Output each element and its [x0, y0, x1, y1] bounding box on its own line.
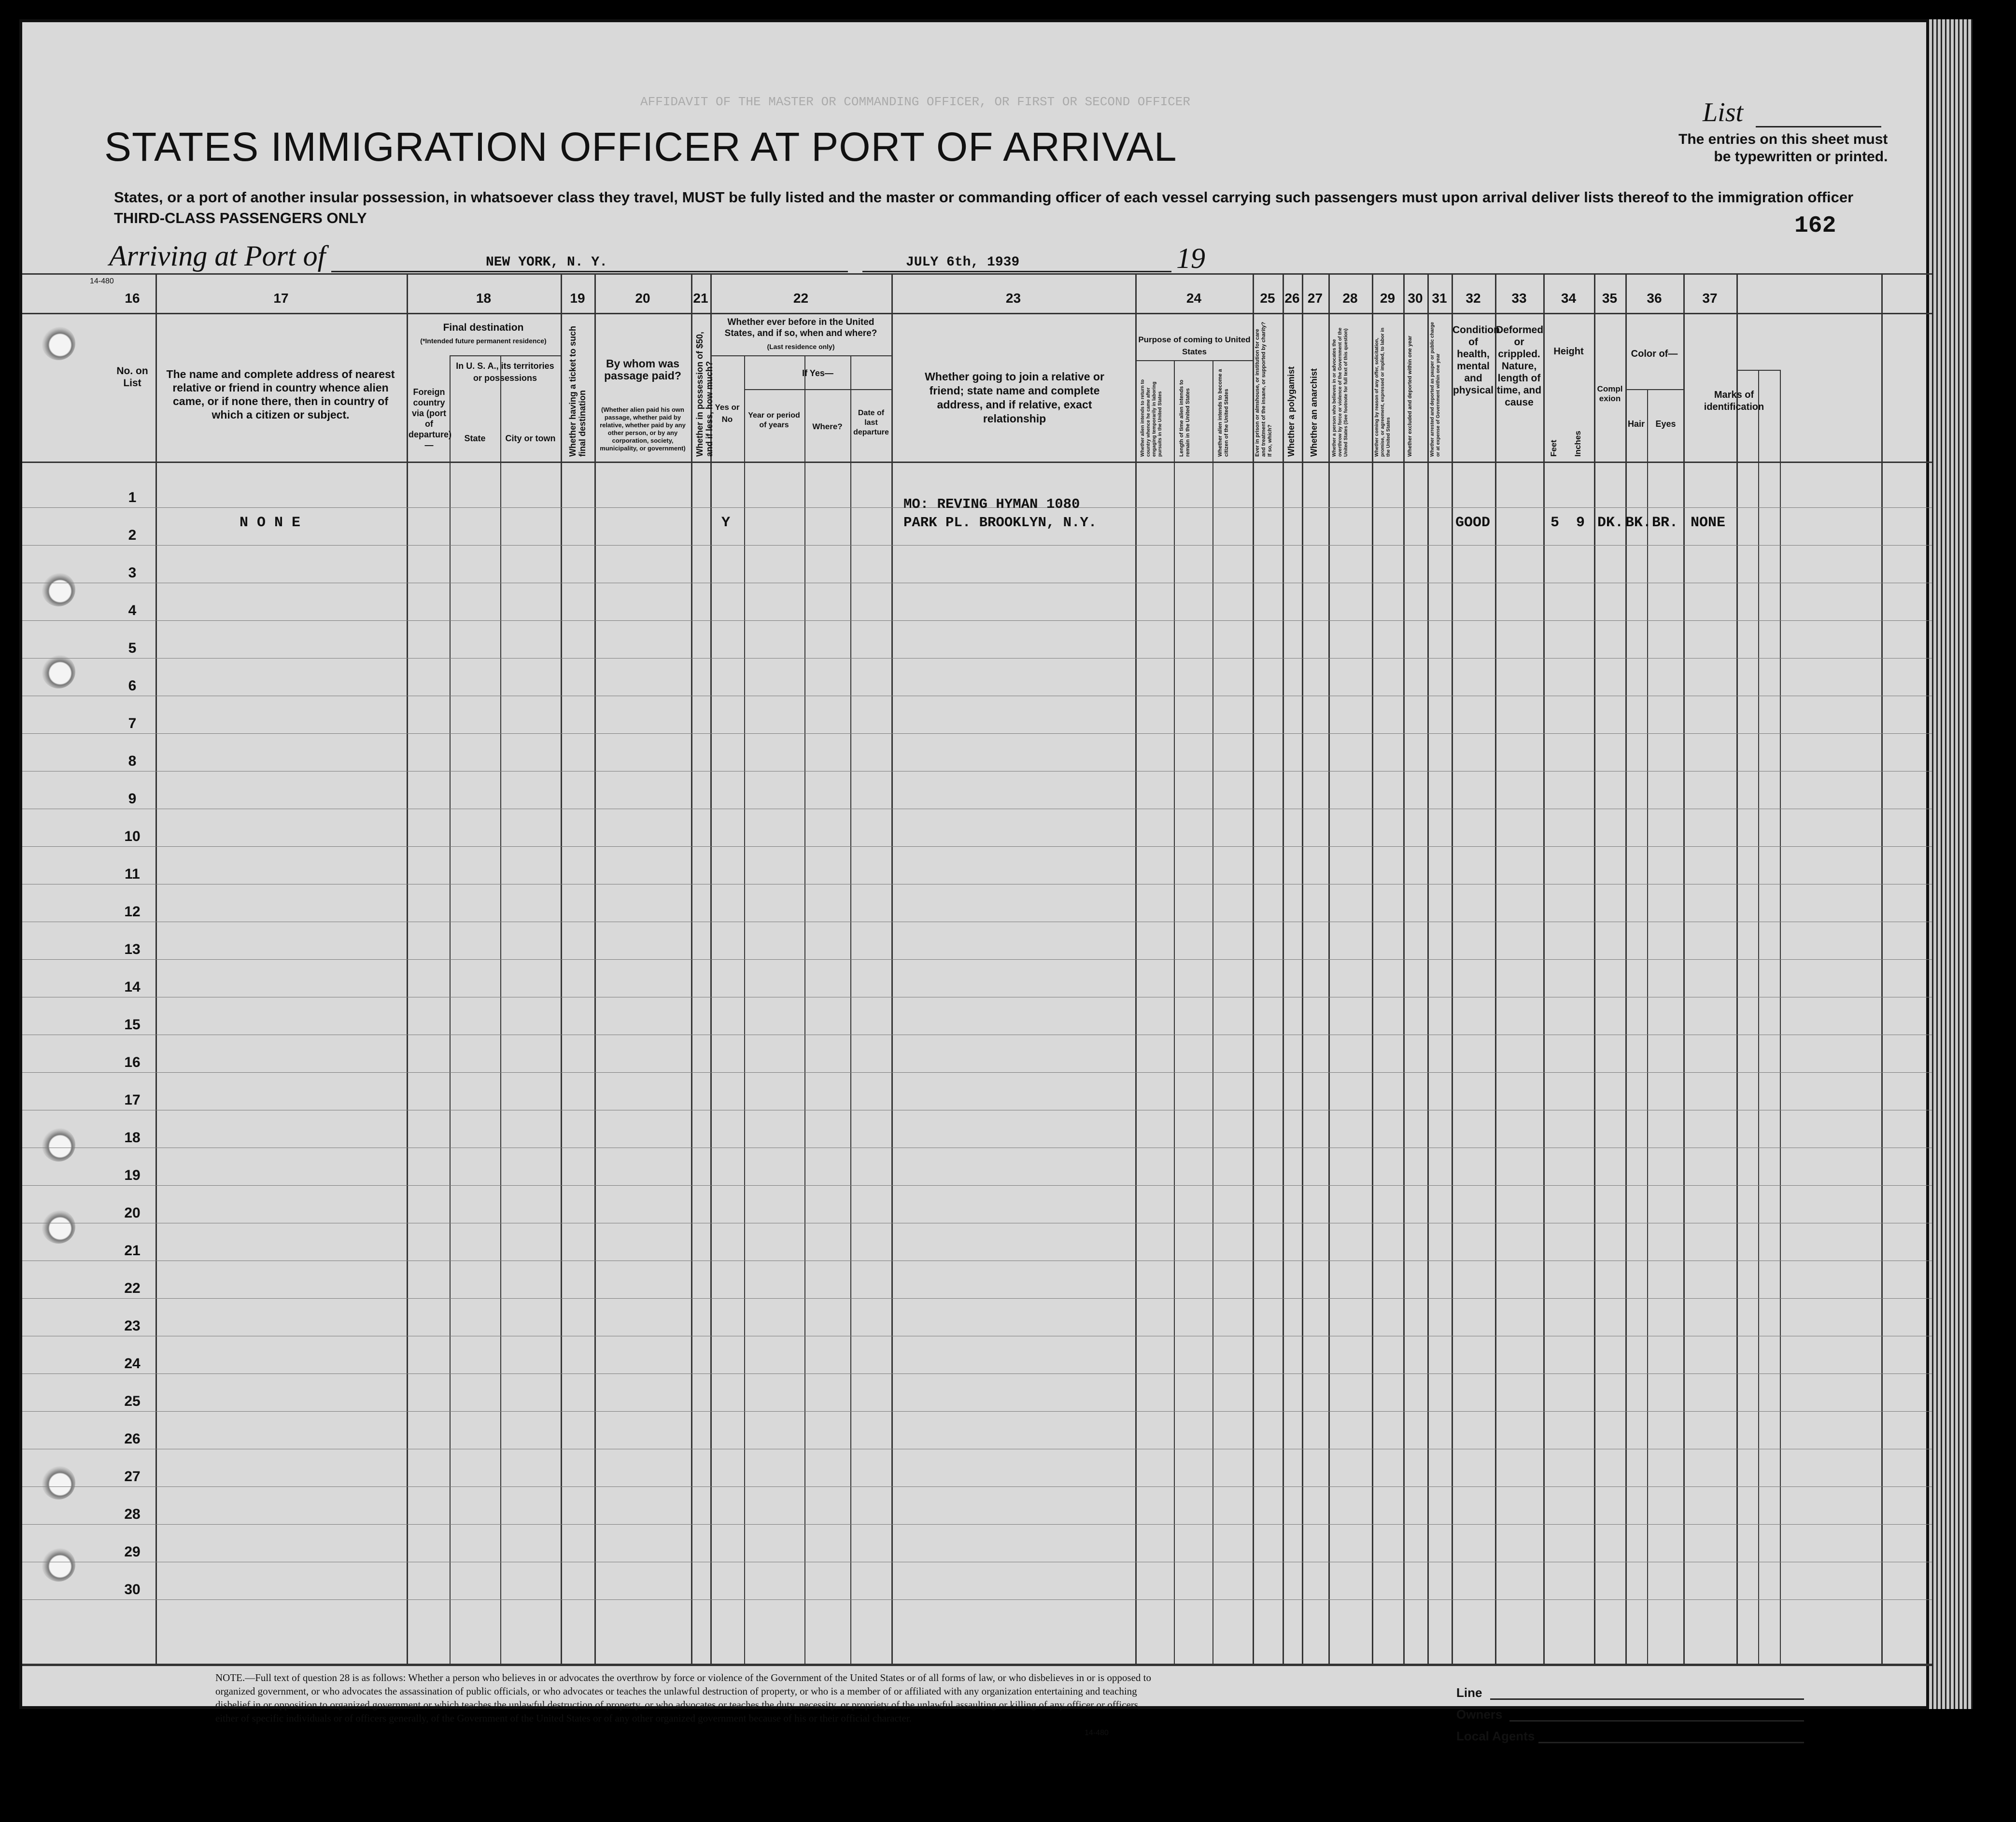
subhdr-line [1135, 360, 1253, 361]
entry-relative: N O N E [240, 515, 301, 531]
owners-field [1509, 1720, 1804, 1722]
list-label: List [1703, 98, 1744, 127]
col-number: 37 [1702, 291, 1718, 306]
row-number: 11 [125, 866, 140, 882]
header-anarchist: Whether an anarchist [1309, 368, 1319, 457]
entry-eyes: BR. [1652, 515, 1678, 531]
col-divider [155, 273, 157, 1664]
col-divider [1253, 273, 1254, 1664]
header-foreign-country: Foreign country via (port of departure)— [409, 387, 452, 450]
row-number: 3 [128, 565, 137, 581]
entry-feet: 5 [1551, 515, 1560, 531]
entry-complexion: DK. [1597, 515, 1624, 531]
row-line [22, 1298, 1932, 1299]
header-bottom-border [22, 462, 1932, 463]
subcol-divider [744, 355, 745, 1664]
row-number: 23 [124, 1318, 141, 1334]
entry-before-in-us: Y [721, 515, 731, 531]
page-edge-stack [1929, 19, 1973, 1709]
row-line [22, 545, 1932, 546]
row-number: 30 [124, 1582, 141, 1598]
col-divider [710, 273, 712, 1664]
row-number: 24 [124, 1356, 141, 1372]
row-line [22, 1072, 1932, 1073]
col-number: 28 [1342, 291, 1358, 306]
entries-note-line: be typewritten or printed. [1714, 149, 1888, 165]
col-number: 36 [1647, 291, 1662, 306]
owners-label: Owners [1456, 1707, 1503, 1722]
col-number: 24 [1186, 291, 1202, 306]
header-final-destination-sub: (*Intended future permanent residence) [420, 337, 547, 345]
row-number: 22 [124, 1280, 141, 1296]
row-number: 25 [124, 1393, 141, 1409]
row-number: 14 [124, 979, 141, 995]
row-number: 1 [128, 490, 137, 505]
header-passage-paid: By whom was passage paid? [604, 357, 681, 382]
list-line [1756, 126, 1881, 127]
col-divider [1881, 273, 1883, 1664]
col-divider [1683, 273, 1685, 1664]
col-number: 25 [1260, 291, 1275, 306]
col-divider [1543, 273, 1545, 1664]
header-state: State [464, 434, 486, 443]
subhdr-line [744, 389, 891, 390]
row-number: 9 [128, 791, 137, 807]
col-number: 32 [1466, 291, 1481, 306]
header-nearest-relative: The name and complete address of nearest relative or friend in country whence alien came, or if none there, then in country of which a citizen or subject. [166, 368, 395, 421]
row-number: 27 [124, 1469, 141, 1485]
row-line [22, 1185, 1932, 1186]
row-number: 5 [128, 640, 137, 656]
entries-note-line: The entries on this sheet must [1678, 131, 1888, 147]
colnum-border [22, 313, 1932, 314]
header-inches: Inches [1573, 431, 1582, 457]
header-where: Where? [812, 422, 843, 431]
subcol-divider [804, 355, 805, 1664]
col-number: 20 [635, 291, 650, 306]
header-health: Condition of health, mental and physical [1452, 324, 1500, 396]
header-before-in-us-sub: (Last residence only) [767, 343, 835, 350]
row-line [22, 1411, 1932, 1412]
subcol-divider [500, 355, 501, 1664]
row-number: 20 [124, 1205, 141, 1221]
col-divider [1594, 273, 1595, 1664]
col-divider [594, 273, 596, 1664]
subcol-divider [450, 355, 451, 1664]
subcol-divider [1174, 360, 1175, 1664]
row-line [22, 1599, 1932, 1600]
row-line [22, 846, 1932, 847]
col-number: 30 [1408, 291, 1423, 306]
subcol-divider [1647, 389, 1648, 1664]
row-number: 29 [124, 1544, 141, 1560]
header-feet: Feet [1549, 440, 1558, 457]
entry-inches: 9 [1576, 515, 1585, 531]
col-number: 35 [1602, 291, 1618, 306]
header-purpose: Purpose of coming to United States [1138, 335, 1251, 356]
header-height: Height [1553, 346, 1584, 357]
col-number: 16 [125, 291, 140, 306]
subhdr-line [1736, 370, 1780, 371]
col-number: 26 [1284, 291, 1300, 306]
row-line [22, 658, 1932, 659]
header-ticket: Whether having a ticket to such final destination [568, 325, 587, 457]
col-divider [1372, 273, 1373, 1664]
entry-marks: NONE [1691, 515, 1726, 531]
row-number: 10 [124, 828, 141, 844]
local-agents-label: Local Agents [1456, 1729, 1535, 1743]
row-line [22, 959, 1932, 960]
page-title: STATES IMMIGRATION OFFICER AT PORT OF ARRIVAL [104, 124, 1177, 169]
subcol-divider [850, 355, 851, 1664]
port-value: NEW YORK, N. Y. [486, 255, 608, 270]
header-polygamist: Whether a polygamist [1286, 366, 1296, 457]
form-number: 14-480 [90, 277, 114, 285]
col-number: 23 [1005, 291, 1021, 306]
header-purpose-return: Whether alien intends to return to country whence he came after engaging temporarily in laboring pursuits in the United States [1140, 379, 1163, 457]
col-divider [407, 273, 408, 1664]
entry-hair: BK. [1625, 515, 1652, 531]
entry-joining-line2: PARK PL. BROOKLYN, N.Y. [903, 515, 1097, 531]
header-yes-no: Yes or No [715, 403, 740, 424]
col-divider [1135, 273, 1137, 1664]
header-hair: Hair [1627, 419, 1645, 429]
col-divider [891, 273, 893, 1664]
header-marks: Marks of identification [1704, 390, 1764, 412]
col-divider [1625, 273, 1627, 1664]
header-color-of: Color of— [1631, 349, 1678, 359]
port-line [331, 271, 848, 272]
header-excluded: Whether excluded and deported within one year [1407, 336, 1413, 457]
col-divider [1452, 273, 1453, 1664]
row-number: 12 [124, 904, 141, 920]
header-final-destination: Final destination [443, 322, 524, 333]
col-divider [1302, 273, 1303, 1664]
row-number: 19 [124, 1167, 141, 1183]
col-number: 18 [476, 291, 492, 306]
footer-form-number: 14-480 [1085, 1729, 1109, 1737]
row-line [22, 733, 1932, 734]
row-number: 18 [124, 1130, 141, 1146]
header-city: City or town [505, 434, 556, 443]
date-line [862, 271, 1171, 272]
col-divider [1427, 273, 1429, 1664]
header-purpose-length: Length of time alien intends to remain in the United States [1179, 379, 1191, 457]
header-if-yes: If Yes— [802, 368, 833, 378]
col-number: 17 [273, 291, 289, 306]
ghost-affidavit-text: AFFIDAVIT OF THE MASTER OR COMMANDING OFFICER, OR FIRST OR SECOND OFFICER [640, 95, 1190, 109]
row-line [22, 1486, 1932, 1487]
header-deformed: Deformed or crippled. Nature, length of time, and cause [1496, 324, 1544, 408]
row-number: 7 [128, 715, 137, 731]
subhdr-line [710, 355, 891, 356]
row-number: 6 [128, 678, 137, 694]
col-number: 21 [693, 291, 708, 306]
col-number: 29 [1380, 291, 1396, 306]
entry-health: GOOD [1455, 515, 1491, 531]
row-number: 8 [128, 753, 137, 769]
class-note: THIRD-CLASS PASSENGERS ONLY [114, 210, 367, 226]
col-number: 33 [1511, 291, 1527, 306]
header-in-usa: In U. S. A., its territories or possessions [456, 361, 554, 383]
subcol-divider [1758, 370, 1759, 1664]
header-passage-paid-sub: (Whether alien paid his own passage, whether paid by relative, whether paid by any other person, or by any corporation, society, municipality, or government) [600, 406, 686, 452]
row-number: 17 [124, 1092, 141, 1108]
subhdr-line [450, 355, 561, 356]
row-number: 21 [124, 1243, 141, 1259]
col-number: 22 [793, 291, 809, 306]
header-prison: Ever in prison or almshouse, or institution for care and treatment of the insane, or supported by charity? If so, which? [1255, 322, 1273, 457]
row-number: 26 [124, 1431, 141, 1447]
header-year-period: Year or period of years [748, 411, 800, 429]
header-complexion: Complexion [1597, 384, 1623, 403]
row-number: 15 [124, 1017, 141, 1033]
header-list-number: No. on List [116, 365, 148, 389]
local-agents-field [1538, 1742, 1804, 1743]
manifest-sheet [19, 19, 1929, 1743]
entries-note [1678, 131, 1888, 166]
subcol-divider [1212, 360, 1213, 1664]
manifest-table [22, 273, 1932, 1664]
header-date-departure: Date of last departure [853, 409, 889, 436]
row-line [22, 1524, 1932, 1525]
subcol-divider [1780, 370, 1781, 1664]
table-bottom-border [22, 1664, 1932, 1666]
row-number: 16 [124, 1054, 141, 1070]
subhdr-line [1625, 389, 1683, 390]
sheet-number: 162 [1794, 213, 1836, 239]
header-deported: Whether arrested and deported as pauper or public charge or at expense of Government within one year [1430, 322, 1441, 457]
row-number: 4 [128, 603, 137, 618]
row-number: 28 [124, 1506, 141, 1522]
row-number: 13 [124, 941, 141, 957]
col-divider [1283, 273, 1284, 1664]
col-number: 27 [1307, 291, 1323, 306]
year-prefix: 19 [1176, 242, 1205, 274]
header-eyes: Eyes [1655, 419, 1676, 429]
row-number: 2 [128, 527, 137, 543]
table-top-border [22, 273, 1932, 275]
col-divider [1495, 273, 1496, 1664]
col-number: 31 [1432, 291, 1447, 306]
footnote-question-28: NOTE.—Full text of question 28 is as follows: Whether a person who believes in or advocates the overthrow by force or violence of the Government of the United States or of all forms of law, or who disbelieves in or is opposed to organized government, or who advocates the assassination of public officials, or who advocates or teaches the unlawful destruction of property, or who is a member of or affiliated with any organization entertaining and teaching disbelief in or opposition to organized government or which teaches the unlawful destruction of property, or who advocates or teaches the duty, necessity, or propriety of the unlawful assaulting or killing of any officer or officers, either of specific individuals or of officers generally, of the Government of the United States or of any other organized government because of his or their official character. [215, 1672, 1151, 1724]
col-divider [561, 273, 562, 1664]
header-labor-offer: Whether coming by reason of any offer, solicitation, promise, or agreement, expressed or implied, to labor in the United States [1374, 327, 1391, 457]
row-line [22, 620, 1932, 621]
col-divider [1736, 273, 1738, 1664]
entry-joining-line1: MO: REVING HYMAN 1080 [903, 496, 1080, 512]
line-label: Line [1456, 1685, 1482, 1700]
header-purpose-citizen: Whether alien intends to become a citizen of the United States [1217, 369, 1229, 457]
col-divider [1328, 273, 1330, 1664]
header-before-in-us: Whether ever before in the United States, and if so, when and where? [724, 317, 877, 338]
col-divider [1403, 273, 1405, 1664]
header-joining-relative: Whether going to join a relative or friend; state name and complete address, and if relative, exact relationship [925, 370, 1104, 425]
date-value: JULY 6th, 1939 [906, 255, 1020, 270]
header-overthrow: Whether a person who believes in or advocates the overthrow by force or violence of the Government of the United States (See footnote for full text of this question) [1332, 327, 1349, 457]
arriving-label: Arriving at Port of [109, 240, 326, 272]
col-number: 19 [570, 291, 585, 306]
col-divider [691, 273, 692, 1664]
line-field [1490, 1698, 1804, 1700]
col-number: 34 [1561, 291, 1577, 306]
instructions-text: States, or a port of another insular possession, in whatsoever class they travel, MUST be fully listed and the master or commanding officer of each vessel carrying such passengers must upon arrival deliver lists thereof to the immigration officer [114, 189, 1854, 206]
header-fifty-dollars: Whether in possession of $50, and if less, how much? [695, 331, 714, 457]
